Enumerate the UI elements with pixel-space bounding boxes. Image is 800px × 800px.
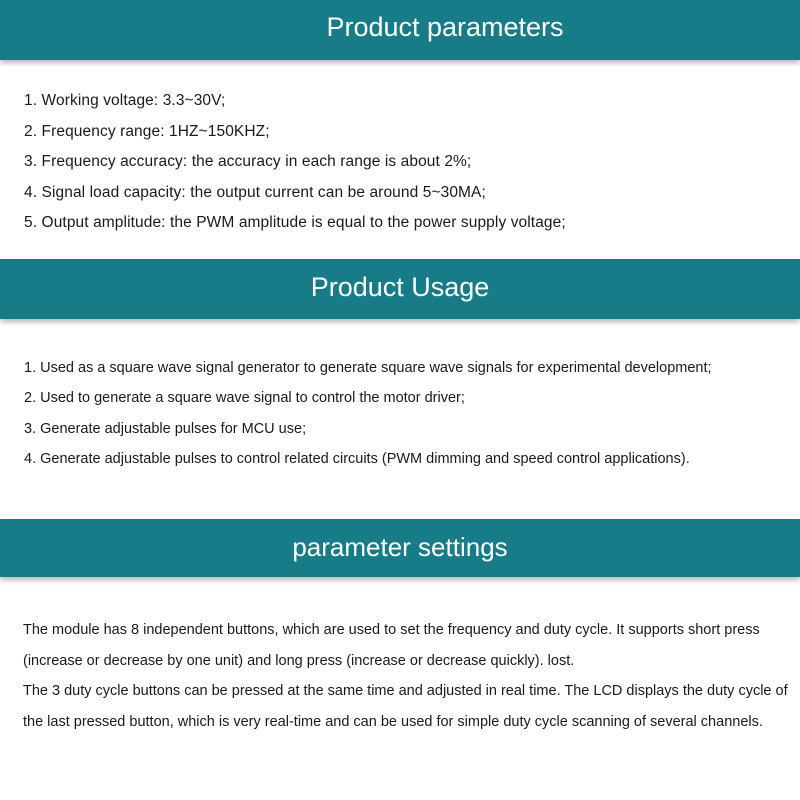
list-item: 1. Working voltage: 3.3~30V; [24, 92, 226, 109]
list-item: 4. Generate adjustable pulses to control related circuits (PWM dimming and speed control applications). [24, 450, 690, 467]
settings-paragraph: The module has 8 independent buttons, which are used to set the frequency and duty cycle. It supports short press (increase or decrease by one unit) and long press (increase or decrease quickly). lost. [23, 622, 760, 669]
settings-paragraph: The 3 duty cycle buttons can be pressed at the same time and adjusted in real time. The LCD displays the duty cycle of the last pressed button, which is very real-time and can be used for simple duty cycle scanning of several channels. [23, 683, 788, 730]
list-item: 1. Used as a square wave signal generator to generate square wave signals for experimental development; [24, 360, 712, 376]
section-header-parameters [0, 0, 800, 60]
list-item: 2. Frequency range: 1HZ~150KHZ; [24, 122, 270, 140]
section-header-usage [0, 259, 800, 319]
section-title-parameters: Product parameters [326, 12, 564, 42]
usage-list [24, 357, 712, 478]
parameters-list [24, 90, 566, 243]
list-item: 5. Output amplitude: the PWM amplitude is equal to the power supply voltage; [24, 214, 566, 231]
section-header-settings [0, 519, 800, 577]
list-item: 3. Frequency accuracy: the accuracy in each range is about 2%; [24, 153, 472, 170]
list-item: 4. Signal load capacity: the output current can be around 5~30MA; [24, 183, 486, 201]
section-title-usage: Product Usage [310, 272, 490, 302]
section-title-settings: parameter settings [292, 532, 508, 562]
list-item: 3. Generate adjustable pulses for MCU use; [24, 420, 307, 437]
list-item: 2. Used to generate a square wave signal to control the motor driver; [24, 390, 465, 407]
